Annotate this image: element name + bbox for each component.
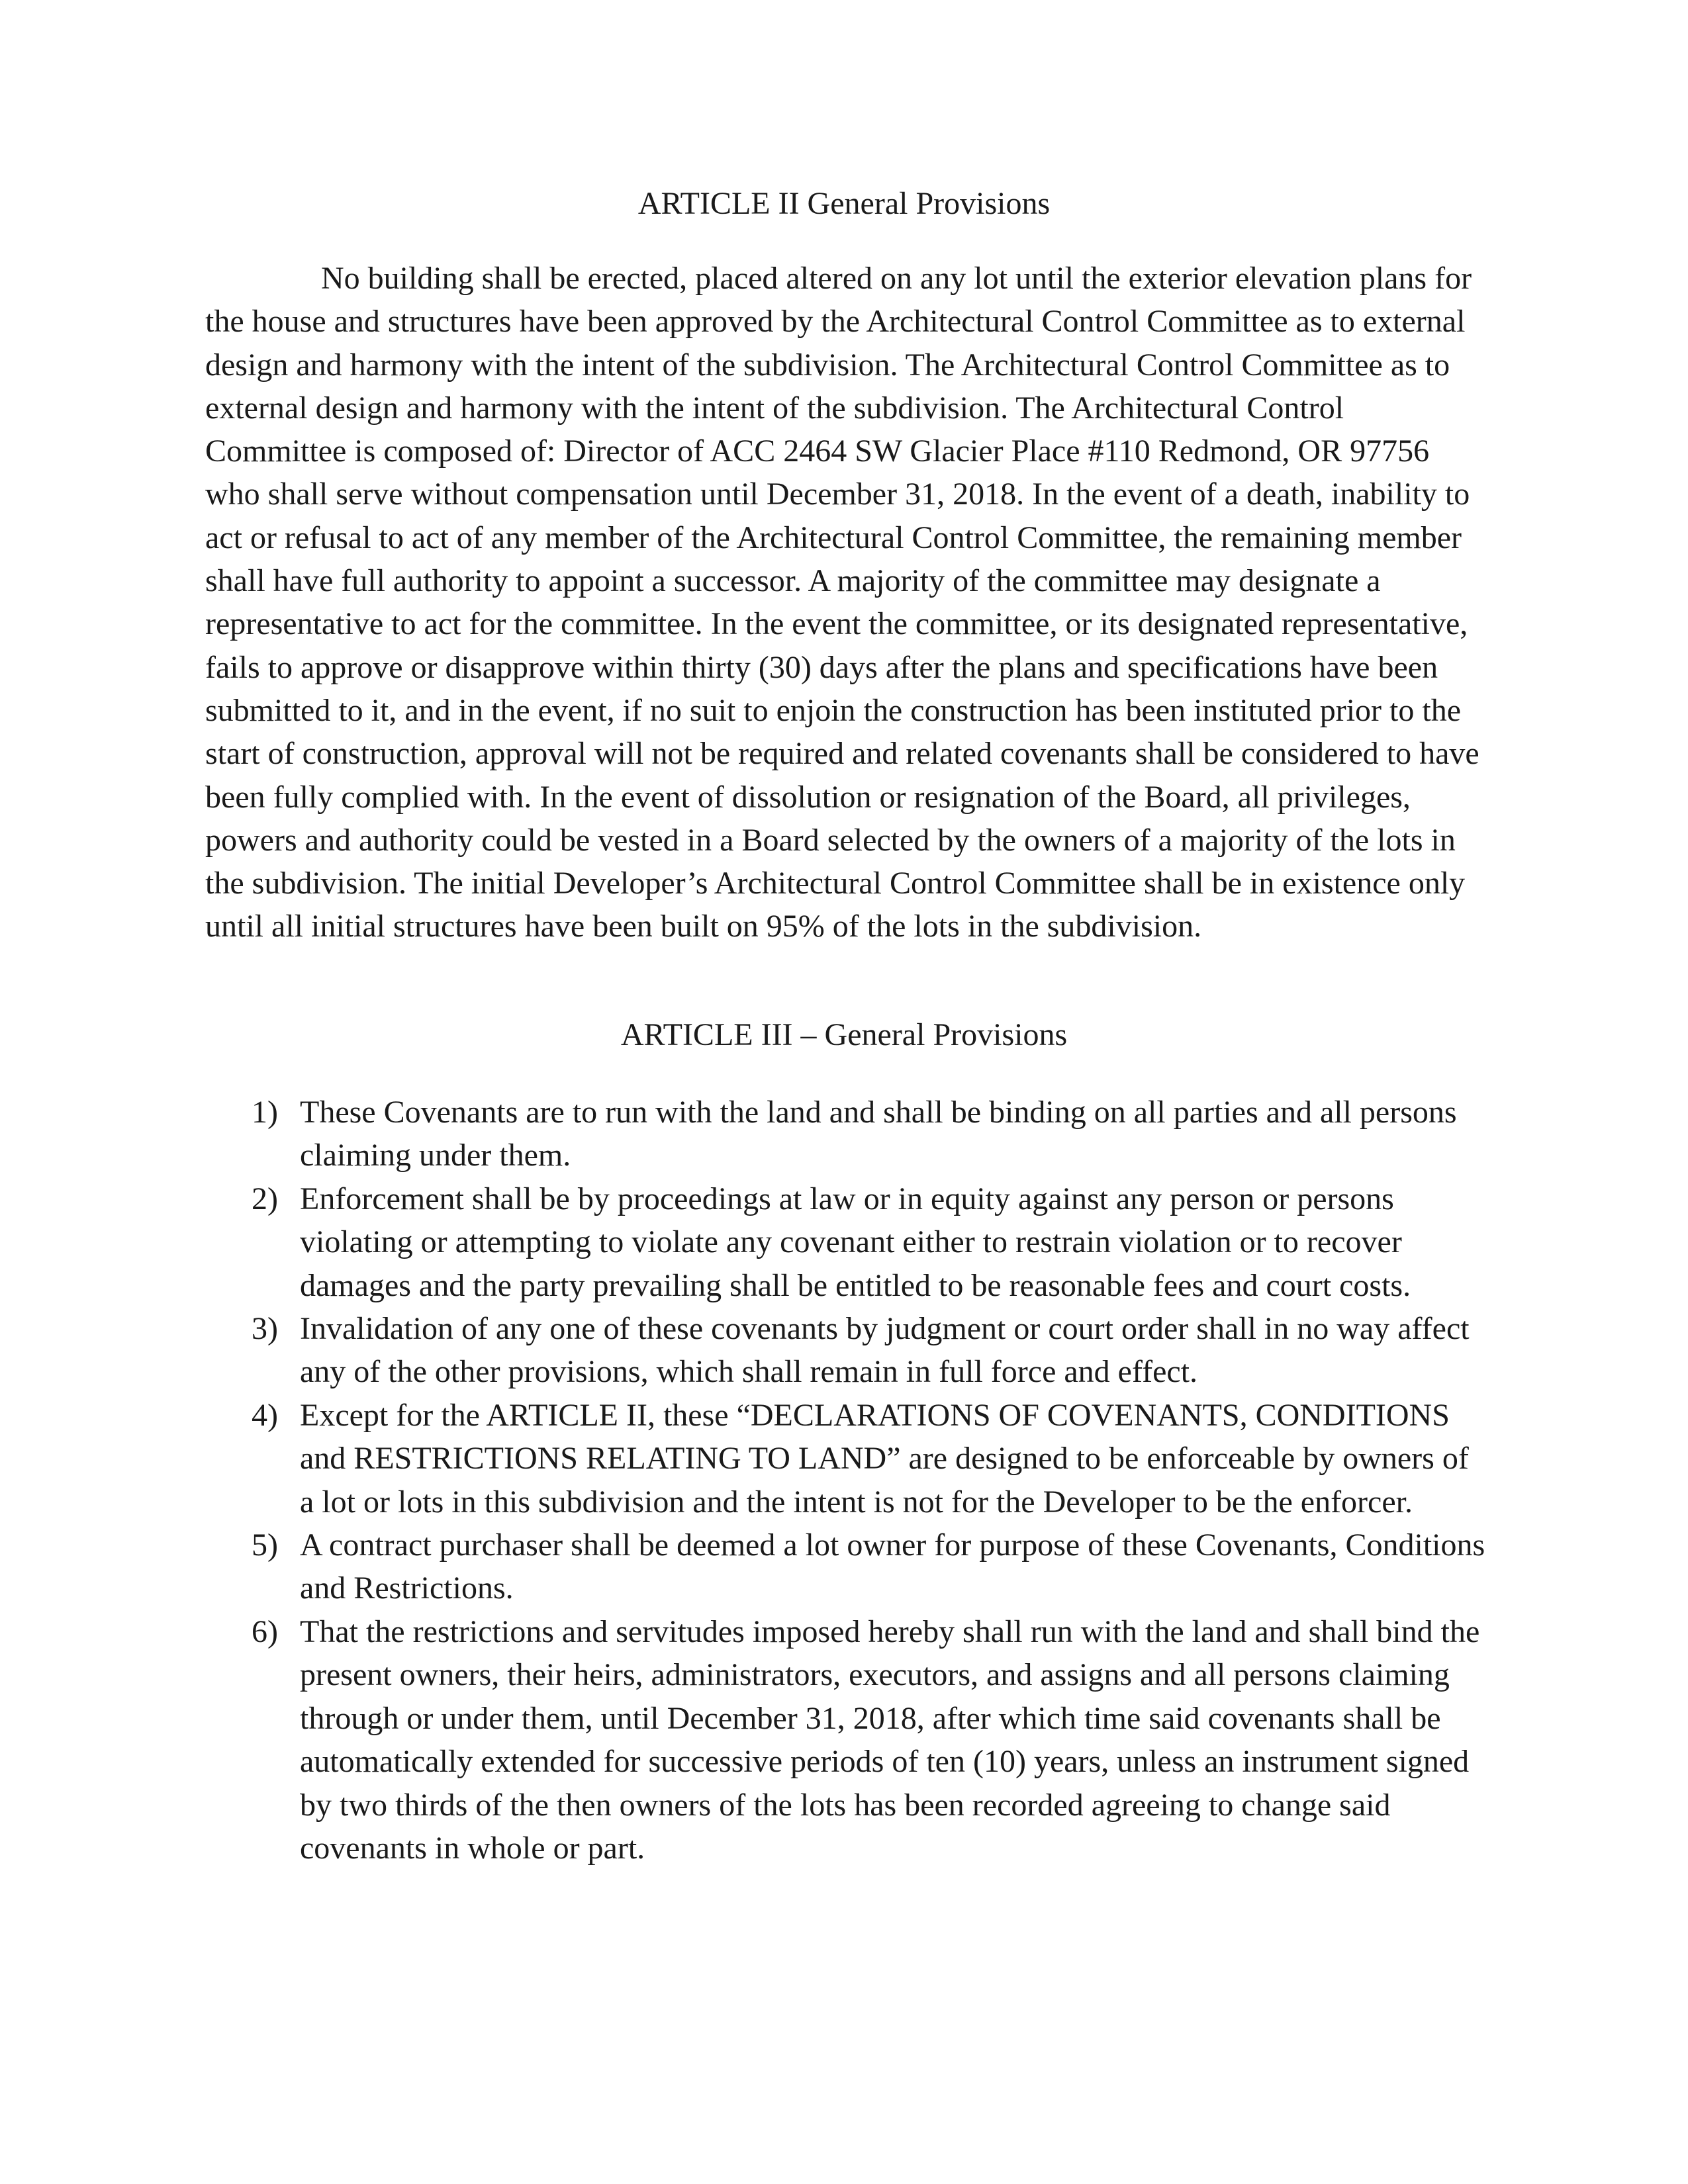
provision-number: 2): [252, 1181, 278, 1216]
provision-item: [205, 1177, 1486, 1307]
provision-number: 3): [252, 1311, 278, 1347]
provision-number: 1): [252, 1095, 278, 1130]
provision-text: That the restrictions and servitudes imposed hereby shall run with the land and shall bind the present owners, their heirs, administrators, executors, and assigns and all persons claiming through or under them, until December 31, 2018, after which time said covenants shall be automatically extended for successive periods of ten (10) years, unless an instrument signed by two thirds of the then owners of the lots has been recorded agreeing to change said covenants in whole or part.: [300, 1614, 1480, 1866]
provision-text: These Covenants are to run with the land and shall be binding on all parties and all persons claiming under them.: [300, 1095, 1457, 1173]
provision-item: [205, 1091, 1486, 1177]
provision-item: [205, 1524, 1486, 1610]
provision-text: Invalidation of any one of these covenants by judgment or court order shall in no way affect any of the other provisions, which shall remain in full force and effect.: [300, 1311, 1470, 1390]
provision-text: A contract purchaser shall be deemed a lot owner for purpose of these Covenants, Conditions and Restrictions.: [300, 1527, 1485, 1606]
provision-item: [205, 1307, 1486, 1394]
article-3-provisions-list: [205, 1091, 1486, 1870]
provision-item: [205, 1610, 1486, 1870]
article-2-body: No building shall be erected, placed altered on any lot until the exterior elevation plans for the house and structures have been approved by the Architectural Control Committee as to external design and harmony with the intent of the subdivision. The Architectural Control Committee as to external design and harmony with the intent of the subdivision. The Architectural Control Committee is composed of: Director of ACC 2464 SW Glacier Place #110 Redmond, OR 97756 who shall serve without compensation until December 31, 2018. In the event of a death, inability to act or refusal to act of any member of the Architectural Control Committee, the remaining member shall have full authority to appoint a successor. A majority of the committee may designate a representative to act for the committee. In the event the committee, or its designated representative, fails to approve or disapprove within thirty (30) days after the plans and specifications have been submitted to it, and in the event, if no suit to enjoin the construction has been instituted prior to the start of construction, approval will not be required and related covenants shall be considered to have been fully complied with. In the event of dissolution or resignation of the Board, all privileges, powers and authority could be vested in a Board selected by the owners of a majority of the lots in the subdivision. The initial Developer’s Architectural Control Committee shall be in existence only until all initial structures have been built on 95% of the lots in the subdivision.: [205, 261, 1479, 944]
provision-number: 6): [252, 1614, 278, 1649]
article-3-heading: ARTICLE III – General Provisions: [620, 1017, 1068, 1052]
article-2-heading: ARTICLE II General Provisions: [637, 186, 1051, 221]
provision-item: [205, 1394, 1486, 1524]
provision-text: Enforcement shall be by proceedings at law or in equity against any person or persons violating or attempting to violate any covenant either to restrain violation or to recover damages and the party prevailing shall be entitled to be reasonable fees and court costs.: [300, 1181, 1411, 1303]
provision-number: 4): [252, 1397, 278, 1433]
provision-text: Except for the ARTICLE II, these “DECLARATIONS OF COVENANTS, CONDITIONS and RESTRICTIONS RELATING TO LAND” are designed to be enforceable by owners of a lot or lots in this subdivision and the intent is not for the Developer to be the enforcer.: [300, 1397, 1469, 1520]
provision-number: 5): [252, 1527, 278, 1563]
